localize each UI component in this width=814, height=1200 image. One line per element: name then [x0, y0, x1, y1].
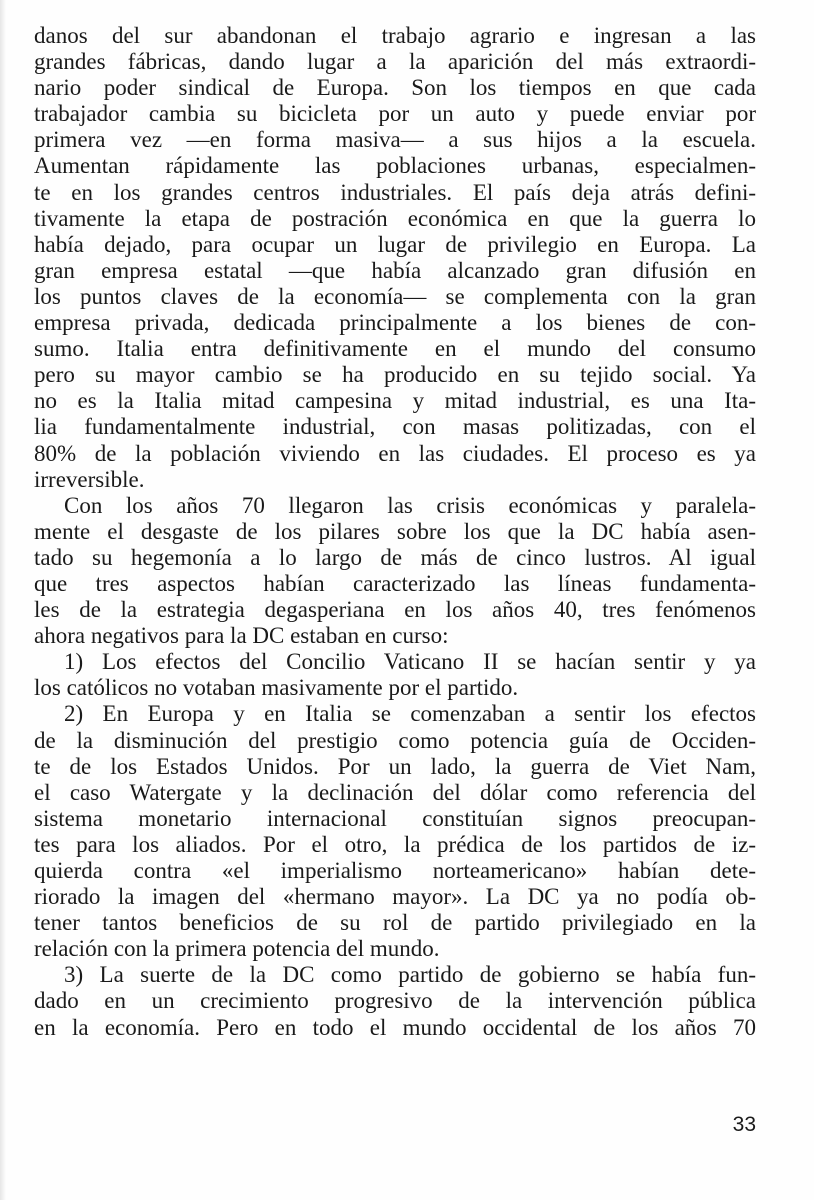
text-line: que tres aspectos habían caracterizado las líneas fundamenta- — [34, 570, 756, 596]
text-line: mente el desgaste de los pilares sobre los que la DC había asen- — [34, 518, 756, 544]
text-line: tado su hegemonía a lo largo de más de cinco lustros. Al igual — [34, 544, 756, 570]
text-line: trabajador cambia su bicicleta por un auto y puede enviar por — [34, 101, 756, 127]
text-line: sistema monetario internacional constituían signos preocupan- — [34, 805, 756, 831]
text-line: quierda contra «el imperialismo norteamericano» habían dete- — [34, 858, 756, 883]
text-line: les de la estrategia degasperiana en los años 40, tres fenómenos — [34, 597, 756, 623]
text-line: Con los años 70 llegaron las crisis económicas y paralela- — [64, 492, 756, 518]
text-line: lia fundamentalmente industrial, con masas politizadas, con el — [34, 414, 756, 440]
text-line: 2) En Europa y en Italia se comenzaban a sentir los efectos — [64, 701, 756, 727]
text-line: no es la Italia mitad campesina y mitad industrial, es una Ita- — [34, 388, 756, 414]
page-number: 33 — [732, 1113, 756, 1136]
scan-edge-shadow — [0, 0, 6, 1200]
text-line: de la disminución del prestigio como potencia guía de Occiden- — [34, 727, 756, 753]
text-line: primera vez —en forma masiva— a sus hijos a la escuela. — [34, 127, 756, 153]
text-line: tes para los aliados. Por el otro, la prédica de los partidos de iz- — [34, 831, 756, 857]
text-line: empresa privada, dedicada principalmente a los bienes de con- — [34, 310, 756, 336]
text-line: 3) La suerte de la DC como partido de gobierno se había fun- — [64, 962, 756, 988]
text-line: 80% de la población viviendo en las ciudades. El proceso es ya — [34, 440, 756, 466]
text-line: los católicos no votaban masivamente por el partido. — [34, 675, 519, 701]
text-line: Aumentan rápidamente las poblaciones urbanas, especialmen- — [34, 153, 756, 179]
text-line: relación con la primera potencia del mundo. — [34, 936, 440, 962]
text-line: danos del sur abandonan el trabajo agrario e ingresan a las — [34, 23, 756, 48]
text-line: en la economía. Pero en todo el mundo occidental de los años 70 — [34, 1014, 756, 1040]
text-line: había dejado, para ocupar un lugar de privilegio en Europa. La — [34, 231, 756, 257]
text-line: los puntos claves de la economía— se complementa con la gran — [34, 283, 756, 309]
body-text — [34, 23, 756, 1041]
text-line: irreversible. — [34, 466, 145, 492]
text-line: nario poder sindical de Europa. Son los tiempos en que cada — [34, 75, 756, 101]
text-line: riorado la imagen del «hermano mayor». La DC ya no podía ob- — [34, 884, 756, 910]
text-line: gran empresa estatal —que había alcanzado gran difusión en — [34, 257, 756, 283]
text-line: tivamente la etapa de postración económica en que la guerra lo — [34, 205, 756, 231]
text-line: el caso Watergate y la declinación del dólar como referencia del — [34, 779, 756, 805]
text-line: dado en un crecimiento progresivo de la intervención pública — [34, 988, 756, 1014]
text-line: grandes fábricas, dando lugar a la aparición del más extraordi- — [34, 49, 756, 75]
text-line: pero su mayor cambio se ha producido en su tejido social. Ya — [34, 362, 756, 388]
text-line: tener tantos beneficios de su rol de partido privilegiado en la — [34, 910, 756, 936]
text-line: sumo. Italia entra definitivamente en el mundo del consumo — [34, 336, 756, 362]
text-line: ahora negativos para la DC estaban en curso: — [34, 623, 449, 649]
text-line: 1) Los efectos del Concilio Vaticano II se hacían sentir y ya — [64, 649, 756, 675]
text-line: te de los Estados Unidos. Por un lado, la guerra de Viet Nam, — [34, 753, 756, 779]
text-line: te en los grandes centros industriales. El país deja atrás defini- — [34, 179, 756, 205]
